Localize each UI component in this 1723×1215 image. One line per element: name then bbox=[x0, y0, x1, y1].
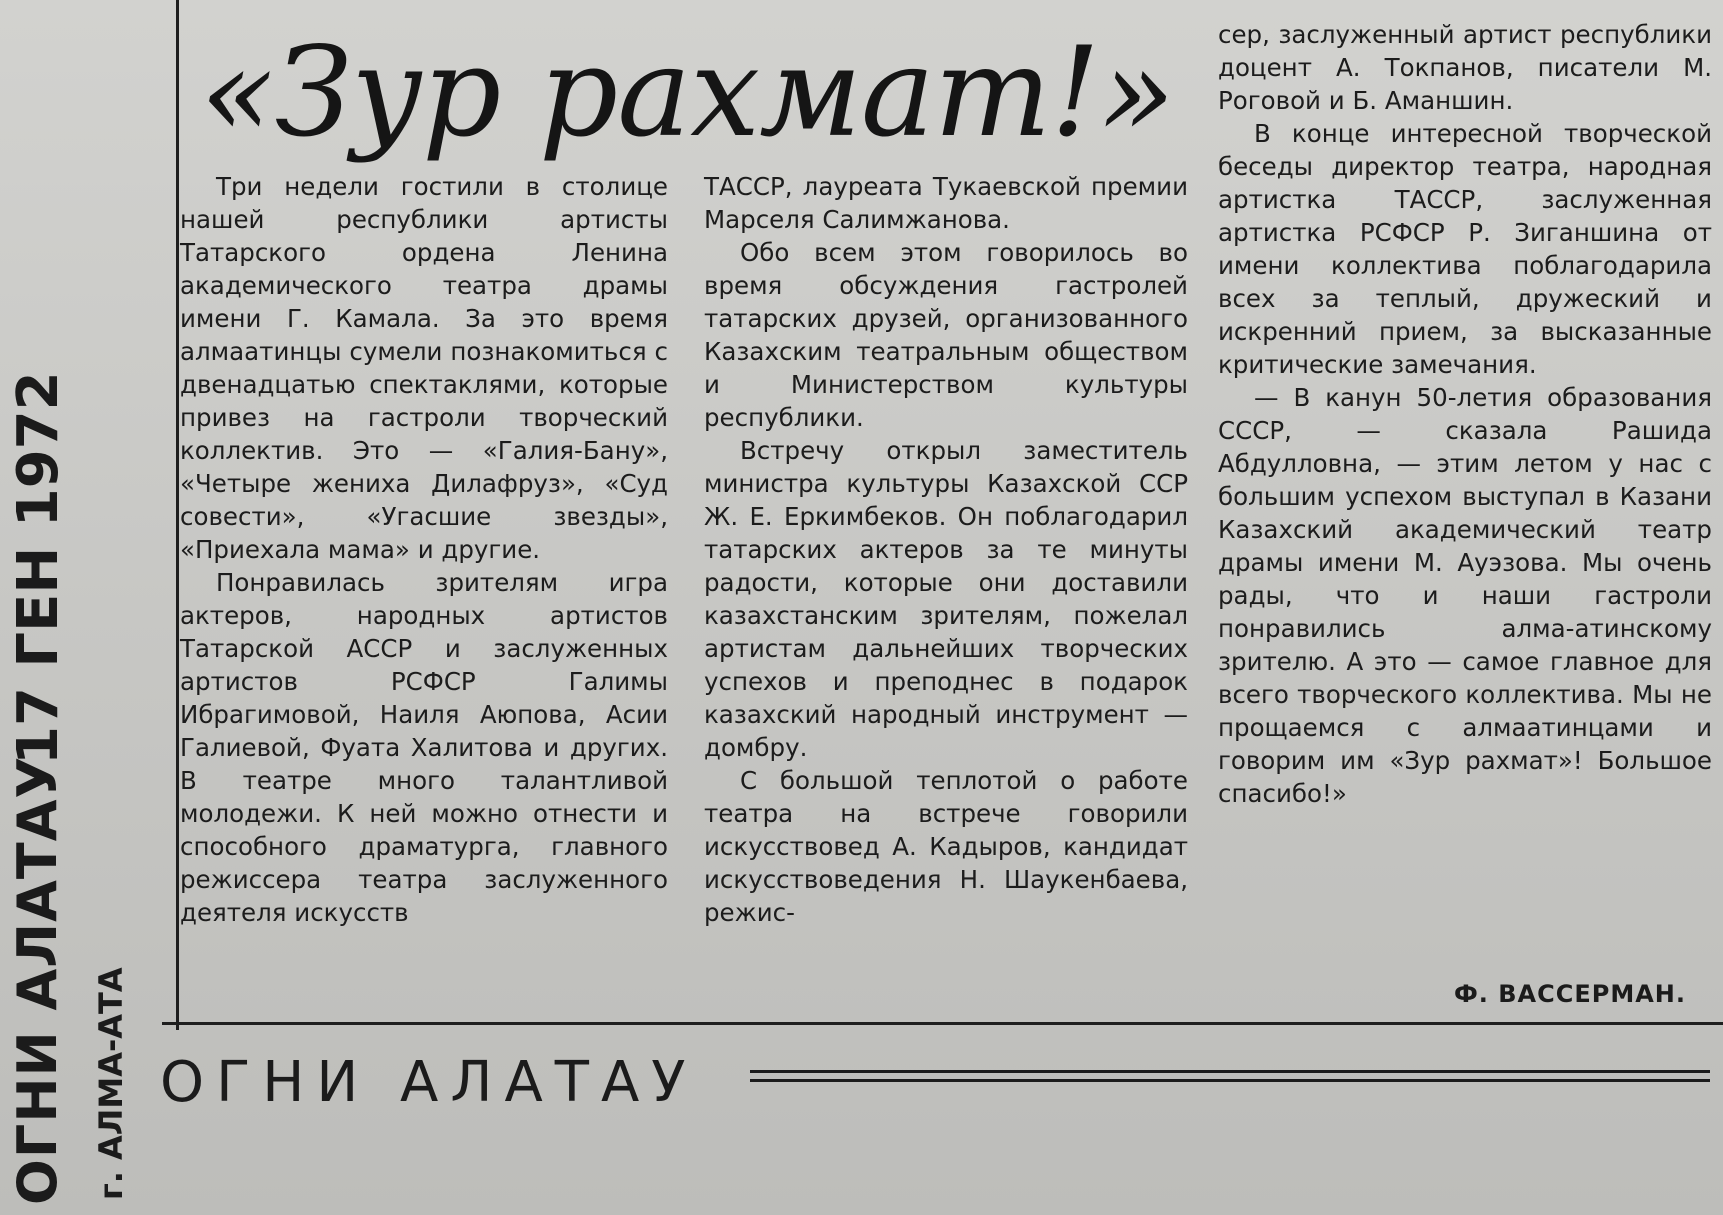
paragraph: Обо всем этом говорилось во время обсуждения гастролей татарских друзей, организованного Казахским театральным обществом и Министерством культуры республики. bbox=[704, 238, 1188, 432]
article-column-3 bbox=[1218, 18, 1712, 810]
stamp-city: г. АЛМА-АТА bbox=[92, 967, 130, 1200]
stamp-date: 17 ГЕН 1972 bbox=[6, 371, 71, 765]
paragraph: Встречу открыл заместитель министра культуры Казахской ССР Ж. Е. Еркимбеков. Он поблагодарил татарских актеров за те минуты радости, которые они доставили казахстанским зрителям, пожелал артистам дальнейших творческих успехов и преподнес в подарок казахский народный инструмент — домбру. bbox=[704, 436, 1188, 762]
stamp-newspaper-name: ОГНИ АЛАТАУ bbox=[6, 755, 69, 1205]
frame-left-rule bbox=[176, 0, 179, 1030]
author-signature: Ф. ВАССЕРМАН. bbox=[1453, 980, 1686, 1008]
paragraph: Понравилась зрителям игра актеров, народных артистов Татарской АССР и заслуженных артистов РСФСР Галимы Ибрагимовой, Наиля Аюпова, Асии Галиевой, Фуата Халитова и других. В театре много талантливой молодежи. К ней можно отнести и способного драматурга, главного режиссера театра заслуженного деятеля искусств bbox=[180, 568, 668, 927]
paragraph: Три недели гостили в столице нашей республики артисты Татарского ордена Ленина академического театра драмы имени Г. Камала. За это время алмаатинцы сумели познакомиться с двенадцатью спектаклями, которые привез на гастроли творческий коллектив. Это — «Галия-Бану», «Четыре жениха Дилафруз», «Суд совести», «Угасшие звезды», «Приехала мама» и другие. bbox=[180, 172, 668, 564]
article-column-2 bbox=[704, 170, 1188, 929]
masthead-rule bbox=[750, 1079, 1710, 1082]
clipping-stamp bbox=[6, 371, 130, 1205]
article-column-1 bbox=[180, 170, 668, 929]
masthead-rules bbox=[750, 1070, 1710, 1096]
paragraph: ТАССР, лауреата Тукаевской премии Марселя Салимжанова. bbox=[704, 172, 1188, 234]
newspaper-masthead: ОГНИ АЛАТАУ bbox=[160, 1050, 698, 1115]
article-headline: «Зур рахмат!» bbox=[200, 21, 1175, 165]
paragraph: сер, заслуженный артист республики доцент А. Токпанов, писатели М. Роговой и Б. Аманшин. bbox=[1218, 20, 1712, 115]
paragraph: — В канун 50-летия образования СССР, — сказала Рашида Абдулловна, — этим летом у нас с большим успехом выступал в Казани Казахский академический театр драмы имени М. Ауэзова. Мы очень рады, что и наши гастроли понравились алма-атинскому зрителю. А это — самое главное для всего творческого коллектива. Мы не прощаемся с алмаатинцами и говорим им «Зур рахмат»! Большое спасибо!» bbox=[1218, 383, 1712, 808]
paragraph: С большой теплотой о работе театра на встрече говорили искусствовед А. Кадыров, кандидат искусствоведения Н. Шаукенбаева, режис- bbox=[704, 766, 1188, 927]
masthead-rule bbox=[750, 1070, 1710, 1073]
frame-bottom-rule bbox=[162, 1022, 1723, 1025]
paragraph: В конце интересной творческой беседы директор театра, народная артистка ТАССР, заслуженная артистка РСФСР Р. Зиганшина от имени коллектива поблагодарила всех за теплый, дружеский и искренний прием, за высказанные критические замечания. bbox=[1218, 119, 1712, 379]
